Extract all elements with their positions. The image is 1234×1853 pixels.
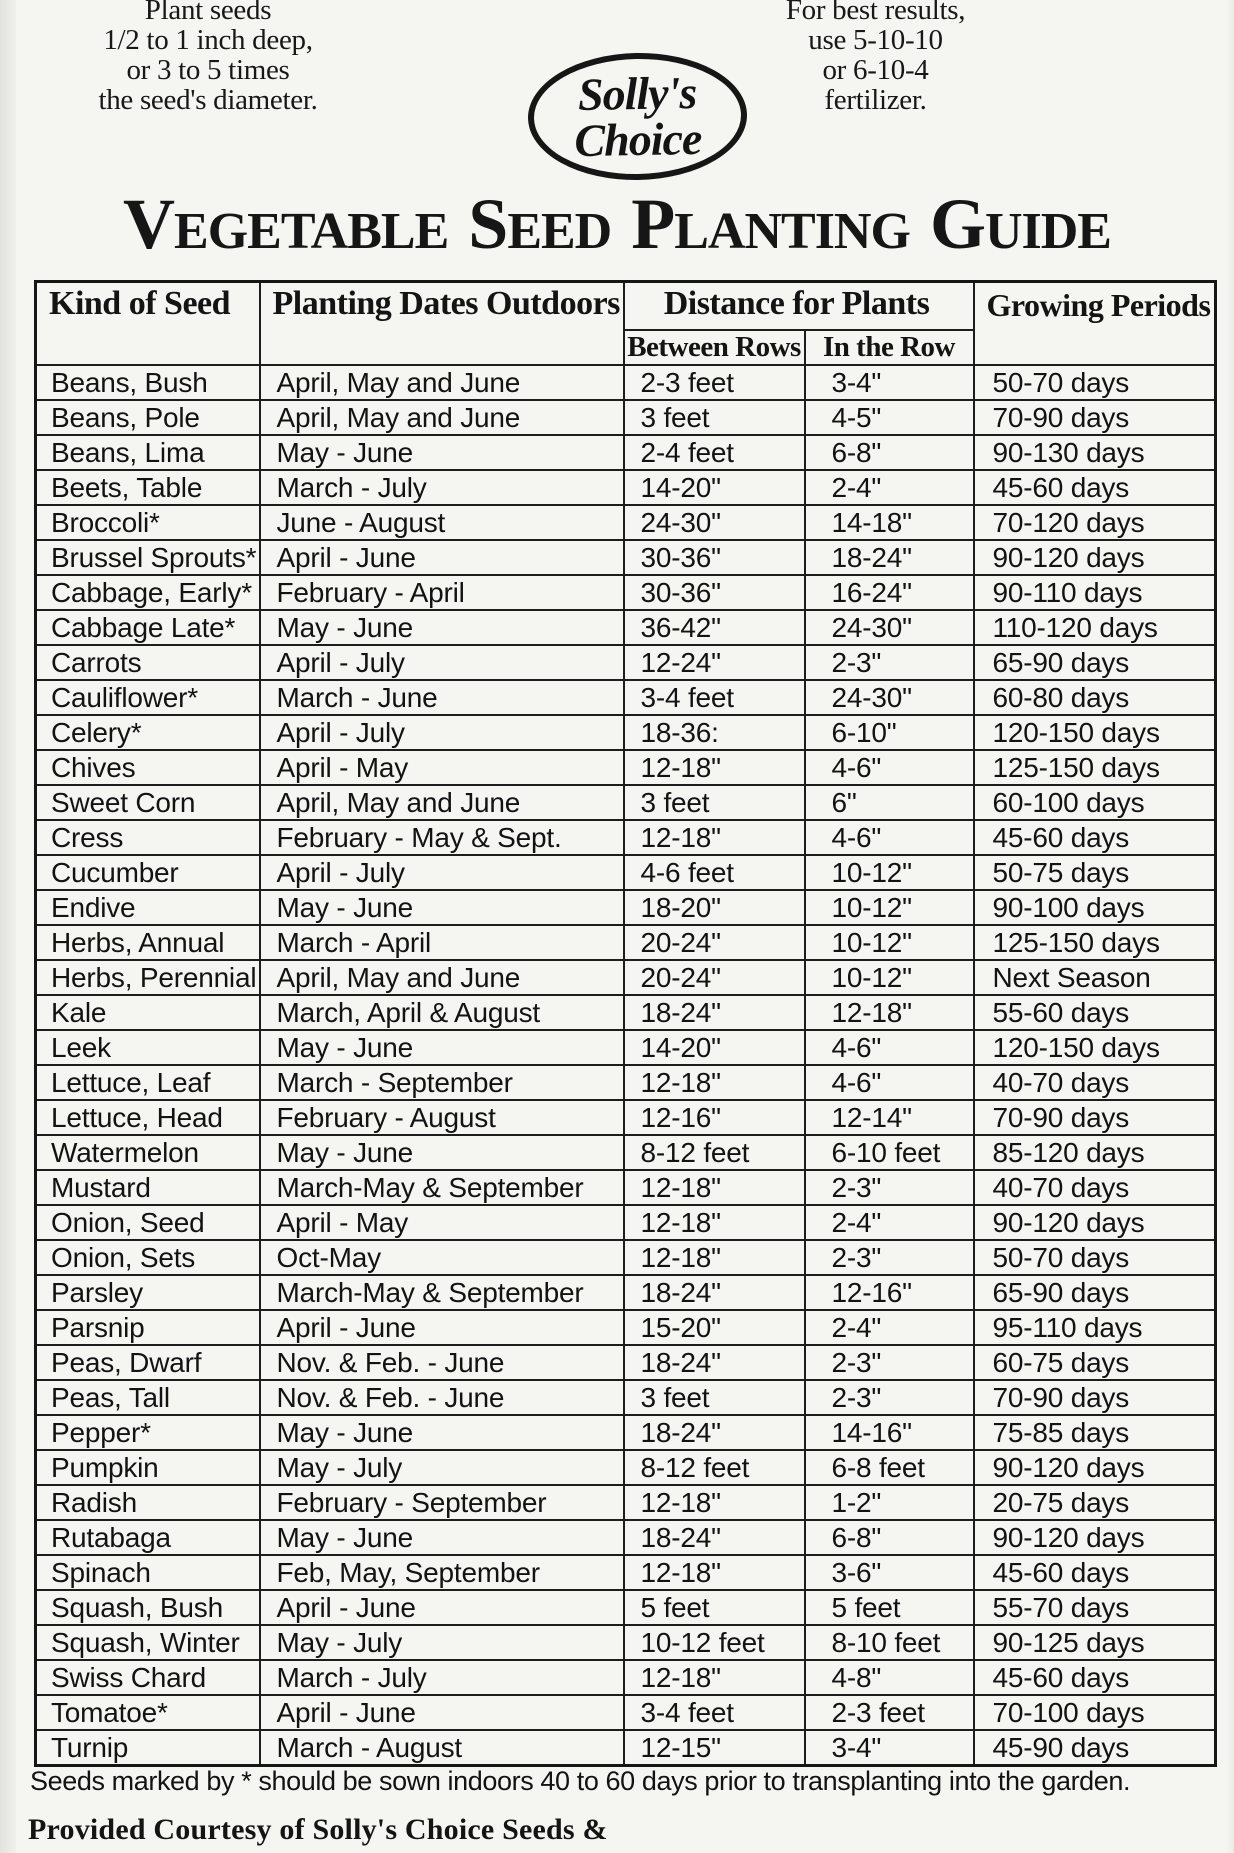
table-row — [36, 715, 1216, 750]
cell-growing-period: 50-70 days — [974, 1240, 1216, 1275]
title-word: VEGETABLE — [123, 184, 449, 264]
cell-kind-of-seed: Spinach — [36, 1555, 260, 1590]
header-distance-for-plants: Distance for Plants — [624, 282, 974, 331]
cell-planting-dates: April - July — [260, 855, 624, 890]
cell-growing-period: 110-120 days — [974, 610, 1216, 645]
cell-planting-dates: April, May and June — [260, 365, 624, 400]
cell-kind-of-seed: Watermelon — [36, 1135, 260, 1170]
cell-growing-period: 90-130 days — [974, 435, 1216, 470]
table-row — [36, 1520, 1216, 1555]
table-row — [36, 1275, 1216, 1310]
fertilizer-note — [758, 0, 993, 116]
logo-text-line2: Choice — [574, 112, 702, 166]
cell-between-rows: 12-18" — [624, 1660, 805, 1695]
cell-planting-dates: March - April — [260, 925, 624, 960]
cell-planting-dates: March - July — [260, 1660, 624, 1695]
cell-growing-period: 125-150 days — [974, 750, 1216, 785]
cell-planting-dates: Nov. & Feb. - June — [260, 1380, 624, 1415]
cell-in-the-row: 1-2" — [805, 1485, 974, 1520]
cell-in-the-row: 6-8" — [805, 1520, 974, 1555]
cell-kind-of-seed: Beets, Table — [36, 470, 260, 505]
cell-in-the-row: 2-4" — [805, 1205, 974, 1240]
cell-between-rows: 15-20" — [624, 1310, 805, 1345]
table-row — [36, 1240, 1216, 1275]
cell-planting-dates: May - July — [260, 1625, 624, 1660]
cell-planting-dates: May - June — [260, 610, 624, 645]
cell-between-rows: 12-18" — [624, 1485, 805, 1520]
cell-between-rows: 12-18" — [624, 750, 805, 785]
cell-in-the-row: 2-4" — [805, 1310, 974, 1345]
cell-growing-period: 40-70 days — [974, 1065, 1216, 1100]
cell-kind-of-seed: Beans, Lima — [36, 435, 260, 470]
cell-between-rows: 12-16" — [624, 1100, 805, 1135]
cell-kind-of-seed: Peas, Dwarf — [36, 1345, 260, 1380]
cell-in-the-row: 12-18" — [805, 995, 974, 1030]
title-word: PLANTING — [631, 184, 910, 264]
cell-in-the-row: 6-10" — [805, 715, 974, 750]
cell-kind-of-seed: Cabbage, Early* — [36, 575, 260, 610]
table-row — [36, 400, 1216, 435]
cell-in-the-row: 10-12" — [805, 960, 974, 995]
footnote: Seeds marked by * should be sown indoors 40 to 60 days prior to transplanting into the garden. — [30, 1766, 1131, 1796]
cell-kind-of-seed: Sweet Corn — [36, 785, 260, 820]
cell-in-the-row: 2-4" — [805, 470, 974, 505]
header-in-the-row: In the Row — [805, 330, 974, 365]
cell-between-rows: 3-4 feet — [624, 1695, 805, 1730]
cell-between-rows: 12-18" — [624, 1555, 805, 1590]
cell-between-rows: 12-18" — [624, 1240, 805, 1275]
note-line: use 5-10-10 — [808, 24, 943, 57]
cell-in-the-row: 4-5" — [805, 400, 974, 435]
cell-kind-of-seed: Leek — [36, 1030, 260, 1065]
cell-between-rows: 3 feet — [624, 785, 805, 820]
cell-kind-of-seed: Carrots — [36, 645, 260, 680]
cell-growing-period: 45-60 days — [974, 470, 1216, 505]
cell-kind-of-seed: Turnip — [36, 1730, 260, 1766]
cell-kind-of-seed: Broccoli* — [36, 505, 260, 540]
cell-in-the-row: 3-4" — [805, 1730, 974, 1766]
cell-planting-dates: Oct-May — [260, 1240, 624, 1275]
cell-between-rows: 30-36" — [624, 540, 805, 575]
cell-planting-dates: March - June — [260, 680, 624, 715]
table-row — [36, 470, 1216, 505]
cell-planting-dates: April - June — [260, 1310, 624, 1345]
cell-growing-period: 55-60 days — [974, 995, 1216, 1030]
cell-growing-period: 90-110 days — [974, 575, 1216, 610]
note-line: fertilizer. — [824, 84, 927, 117]
table-row — [36, 1205, 1216, 1240]
cell-growing-period: 85-120 days — [974, 1135, 1216, 1170]
cell-growing-period: 90-120 days — [974, 1205, 1216, 1240]
cell-kind-of-seed: Celery* — [36, 715, 260, 750]
cell-growing-period: 65-90 days — [974, 645, 1216, 680]
table-row — [36, 820, 1216, 855]
table-row — [36, 1030, 1216, 1065]
header-growing-periods: Growing Periods — [974, 282, 1216, 366]
table-row — [36, 680, 1216, 715]
cell-planting-dates: May - June — [260, 1030, 624, 1065]
cell-between-rows: 8-12 feet — [624, 1450, 805, 1485]
table-row — [36, 575, 1216, 610]
cell-growing-period: 70-90 days — [974, 1380, 1216, 1415]
cell-kind-of-seed: Mustard — [36, 1170, 260, 1205]
sollys-choice-logo — [527, 51, 748, 182]
cell-growing-period: 95-110 days — [974, 1310, 1216, 1345]
cell-kind-of-seed: Radish — [36, 1485, 260, 1520]
cell-growing-period: 45-90 days — [974, 1730, 1216, 1766]
cell-between-rows: 20-24" — [624, 925, 805, 960]
cell-between-rows: 14-20" — [624, 1030, 805, 1065]
cell-kind-of-seed: Onion, Seed — [36, 1205, 260, 1240]
table-row — [36, 1450, 1216, 1485]
cell-in-the-row: 4-6" — [805, 1030, 974, 1065]
cell-between-rows: 12-18" — [624, 820, 805, 855]
table-row — [36, 1170, 1216, 1205]
cell-growing-period: 90-120 days — [974, 540, 1216, 575]
cell-planting-dates: May - June — [260, 435, 624, 470]
cell-planting-dates: February - April — [260, 575, 624, 610]
cell-growing-period: 50-70 days — [974, 365, 1216, 400]
note-line: or 6-10-4 — [822, 54, 929, 87]
cell-between-rows: 12-15" — [624, 1730, 805, 1766]
cell-growing-period: 55-70 days — [974, 1590, 1216, 1625]
cell-growing-period: 70-120 days — [974, 505, 1216, 540]
header-between-rows: Between Rows — [624, 330, 805, 365]
cell-in-the-row: 2-3" — [805, 1240, 974, 1275]
cell-in-the-row: 6-8 feet — [805, 1450, 974, 1485]
cell-in-the-row: 4-6" — [805, 750, 974, 785]
table-row — [36, 645, 1216, 680]
note-line: For best results, — [785, 0, 966, 26]
cell-kind-of-seed: Squash, Winter — [36, 1625, 260, 1660]
cell-between-rows: 3 feet — [624, 1380, 805, 1415]
cell-growing-period: 90-120 days — [974, 1520, 1216, 1555]
cell-growing-period: 120-150 days — [974, 715, 1216, 750]
table-row — [36, 1590, 1216, 1625]
cell-in-the-row: 14-16" — [805, 1415, 974, 1450]
cell-between-rows: 18-24" — [624, 1345, 805, 1380]
planting-depth-note — [78, 0, 338, 116]
cell-in-the-row: 12-14" — [805, 1100, 974, 1135]
cell-growing-period: 60-80 days — [974, 680, 1216, 715]
cell-between-rows: 36-42" — [624, 610, 805, 645]
cell-in-the-row: 2-3" — [805, 1380, 974, 1415]
cell-in-the-row: 10-12" — [805, 855, 974, 890]
cell-kind-of-seed: Tomatoe* — [36, 1695, 260, 1730]
cell-kind-of-seed: Cucumber — [36, 855, 260, 890]
cell-growing-period: Next Season — [974, 960, 1216, 995]
cell-kind-of-seed: Kale — [36, 995, 260, 1030]
cell-planting-dates: March, April & August — [260, 995, 624, 1030]
credit-line: Provided Courtesy of Solly's Choice Seeds & — [28, 1813, 608, 1846]
cell-between-rows: 18-24" — [624, 1415, 805, 1450]
table-row — [36, 1730, 1216, 1766]
cell-planting-dates: April - July — [260, 715, 624, 750]
page-title — [24, 186, 1210, 275]
cell-between-rows: 4-6 feet — [624, 855, 805, 890]
cell-in-the-row: 10-12" — [805, 890, 974, 925]
cell-in-the-row: 2-3" — [805, 645, 974, 680]
table-row — [36, 1380, 1216, 1415]
cell-kind-of-seed: Pumpkin — [36, 1450, 260, 1485]
cell-in-the-row: 24-30" — [805, 610, 974, 645]
header-planting-dates: Planting Dates Outdoors — [260, 282, 624, 366]
cell-planting-dates: April - June — [260, 1695, 624, 1730]
cell-kind-of-seed: Parsley — [36, 1275, 260, 1310]
cell-growing-period: 60-75 days — [974, 1345, 1216, 1380]
cell-growing-period: 120-150 days — [974, 1030, 1216, 1065]
table-row — [36, 750, 1216, 785]
cell-in-the-row: 6-8" — [805, 435, 974, 470]
cell-kind-of-seed: Beans, Bush — [36, 365, 260, 400]
table-row — [36, 1660, 1216, 1695]
table-row — [36, 1415, 1216, 1450]
cell-planting-dates: March - July — [260, 470, 624, 505]
table-row — [36, 540, 1216, 575]
table-row — [36, 785, 1216, 820]
table-row — [36, 1695, 1216, 1730]
note-line: Plant seeds — [144, 0, 272, 26]
cell-growing-period: 125-150 days — [974, 925, 1216, 960]
table-row — [36, 365, 1216, 400]
cell-planting-dates: March - August — [260, 1730, 624, 1766]
cell-between-rows: 12-18" — [624, 1205, 805, 1240]
cell-planting-dates: May - July — [260, 1450, 624, 1485]
cell-between-rows: 12-18" — [624, 1065, 805, 1100]
table-row — [36, 435, 1216, 470]
table-row — [36, 855, 1216, 890]
cell-in-the-row: 2-3" — [805, 1345, 974, 1380]
table-row — [36, 1485, 1216, 1520]
cell-growing-period: 50-75 days — [974, 855, 1216, 890]
cell-between-rows: 18-36: — [624, 715, 805, 750]
cell-growing-period: 45-60 days — [974, 820, 1216, 855]
cell-growing-period: 40-70 days — [974, 1170, 1216, 1205]
note-line: 1/2 to 1 inch deep, — [103, 24, 313, 57]
table-row — [36, 995, 1216, 1030]
table-row — [36, 1065, 1216, 1100]
cell-growing-period: 90-120 days — [974, 1450, 1216, 1485]
title-word: GUIDE — [929, 184, 1111, 264]
cell-in-the-row: 10-12" — [805, 925, 974, 960]
cell-planting-dates: February - May & Sept. — [260, 820, 624, 855]
cell-kind-of-seed: Endive — [36, 890, 260, 925]
cell-planting-dates: June - August — [260, 505, 624, 540]
cell-between-rows: 24-30" — [624, 505, 805, 540]
title-word: SEED — [468, 184, 612, 264]
cell-kind-of-seed: Cabbage Late* — [36, 610, 260, 645]
cell-between-rows: 18-24" — [624, 1520, 805, 1555]
cell-growing-period: 70-100 days — [974, 1695, 1216, 1730]
cell-in-the-row: 8-10 feet — [805, 1625, 974, 1660]
cell-in-the-row: 14-18" — [805, 505, 974, 540]
cell-between-rows: 10-12 feet — [624, 1625, 805, 1660]
cell-planting-dates: April - May — [260, 1205, 624, 1240]
cell-in-the-row: 2-3 feet — [805, 1695, 974, 1730]
cell-planting-dates: April - July — [260, 645, 624, 680]
cell-in-the-row: 6" — [805, 785, 974, 820]
cell-kind-of-seed: Beans, Pole — [36, 400, 260, 435]
cell-planting-dates: February - September — [260, 1485, 624, 1520]
cell-planting-dates: April, May and June — [260, 400, 624, 435]
cell-growing-period: 45-60 days — [974, 1660, 1216, 1695]
cell-between-rows: 30-36" — [624, 575, 805, 610]
cell-in-the-row: 5 feet — [805, 1590, 974, 1625]
cell-between-rows: 5 feet — [624, 1590, 805, 1625]
cell-growing-period: 75-85 days — [974, 1415, 1216, 1450]
cell-between-rows: 14-20" — [624, 470, 805, 505]
table-row — [36, 1135, 1216, 1170]
cell-in-the-row: 18-24" — [805, 540, 974, 575]
cell-kind-of-seed: Peas, Tall — [36, 1380, 260, 1415]
cell-growing-period: 45-60 days — [974, 1555, 1216, 1590]
cell-kind-of-seed: Onion, Sets — [36, 1240, 260, 1275]
table-row — [36, 1345, 1216, 1380]
cell-kind-of-seed: Lettuce, Leaf — [36, 1065, 260, 1100]
cell-in-the-row: 6-10 feet — [805, 1135, 974, 1170]
cell-between-rows: 18-24" — [624, 1275, 805, 1310]
cell-between-rows: 12-24" — [624, 645, 805, 680]
cell-planting-dates: March - September — [260, 1065, 624, 1100]
cell-between-rows: 8-12 feet — [624, 1135, 805, 1170]
planting-guide-table — [34, 280, 1217, 1767]
cell-kind-of-seed: Lettuce, Head — [36, 1100, 260, 1135]
cell-planting-dates: May - June — [260, 1415, 624, 1450]
header-kind-of-seed: Kind of Seed — [36, 282, 260, 366]
cell-growing-period: 70-90 days — [974, 1100, 1216, 1135]
cell-between-rows: 18-24" — [624, 995, 805, 1030]
cell-growing-period: 65-90 days — [974, 1275, 1216, 1310]
cell-between-rows: 12-18" — [624, 1170, 805, 1205]
cell-between-rows: 18-20" — [624, 890, 805, 925]
cell-kind-of-seed: Brussel Sprouts* — [36, 540, 260, 575]
cell-kind-of-seed: Cauliflower* — [36, 680, 260, 715]
cell-in-the-row: 24-30" — [805, 680, 974, 715]
cell-in-the-row: 12-16" — [805, 1275, 974, 1310]
cell-planting-dates: April, May and June — [260, 960, 624, 995]
table-row — [36, 960, 1216, 995]
table-row — [36, 1310, 1216, 1345]
note-line: or 3 to 5 times — [126, 54, 290, 87]
cell-in-the-row: 3-4" — [805, 365, 974, 400]
cell-kind-of-seed: Herbs, Perennial — [36, 960, 260, 995]
cell-between-rows: 20-24" — [624, 960, 805, 995]
table-row — [36, 610, 1216, 645]
cell-growing-period: 70-90 days — [974, 400, 1216, 435]
cell-in-the-row: 4-6" — [805, 1065, 974, 1100]
cell-planting-dates: May - June — [260, 1520, 624, 1555]
cell-between-rows: 3 feet — [624, 400, 805, 435]
cell-between-rows: 2-3 feet — [624, 365, 805, 400]
cell-kind-of-seed: Cress — [36, 820, 260, 855]
note-line: the seed's diameter. — [98, 84, 318, 117]
cell-growing-period: 60-100 days — [974, 785, 1216, 820]
cell-kind-of-seed: Parsnip — [36, 1310, 260, 1345]
cell-kind-of-seed: Pepper* — [36, 1415, 260, 1450]
cell-kind-of-seed: Chives — [36, 750, 260, 785]
cell-planting-dates: Feb, May, September — [260, 1555, 624, 1590]
cell-in-the-row: 4-8" — [805, 1660, 974, 1695]
cell-planting-dates: April - June — [260, 1590, 624, 1625]
cell-kind-of-seed: Swiss Chard — [36, 1660, 260, 1695]
cell-in-the-row: 3-6" — [805, 1555, 974, 1590]
cell-planting-dates: March-May & September — [260, 1275, 624, 1310]
cell-in-the-row: 16-24" — [805, 575, 974, 610]
cell-planting-dates: March-May & September — [260, 1170, 624, 1205]
cell-between-rows: 2-4 feet — [624, 435, 805, 470]
table-row — [36, 925, 1216, 960]
table-row — [36, 1100, 1216, 1135]
table-row — [36, 1555, 1216, 1590]
cell-planting-dates: April - May — [260, 750, 624, 785]
table-row — [36, 890, 1216, 925]
cell-growing-period: 20-75 days — [974, 1485, 1216, 1520]
cell-growing-period: 90-125 days — [974, 1625, 1216, 1660]
cell-in-the-row: 4-6" — [805, 820, 974, 855]
table-header — [36, 282, 1216, 366]
table-row — [36, 1625, 1216, 1660]
cell-planting-dates: February - August — [260, 1100, 624, 1135]
cell-planting-dates: April, May and June — [260, 785, 624, 820]
cell-planting-dates: May - June — [260, 890, 624, 925]
cell-planting-dates: Nov. & Feb. - June — [260, 1345, 624, 1380]
cell-kind-of-seed: Rutabaga — [36, 1520, 260, 1555]
cell-kind-of-seed: Herbs, Annual — [36, 925, 260, 960]
cell-in-the-row: 2-3" — [805, 1170, 974, 1205]
cell-planting-dates: May - June — [260, 1135, 624, 1170]
table-row — [36, 505, 1216, 540]
cell-planting-dates: April - June — [260, 540, 624, 575]
logo-text-line1: Solly's — [577, 67, 697, 121]
cell-kind-of-seed: Squash, Bush — [36, 1590, 260, 1625]
cell-growing-period: 90-100 days — [974, 890, 1216, 925]
cell-between-rows: 3-4 feet — [624, 680, 805, 715]
